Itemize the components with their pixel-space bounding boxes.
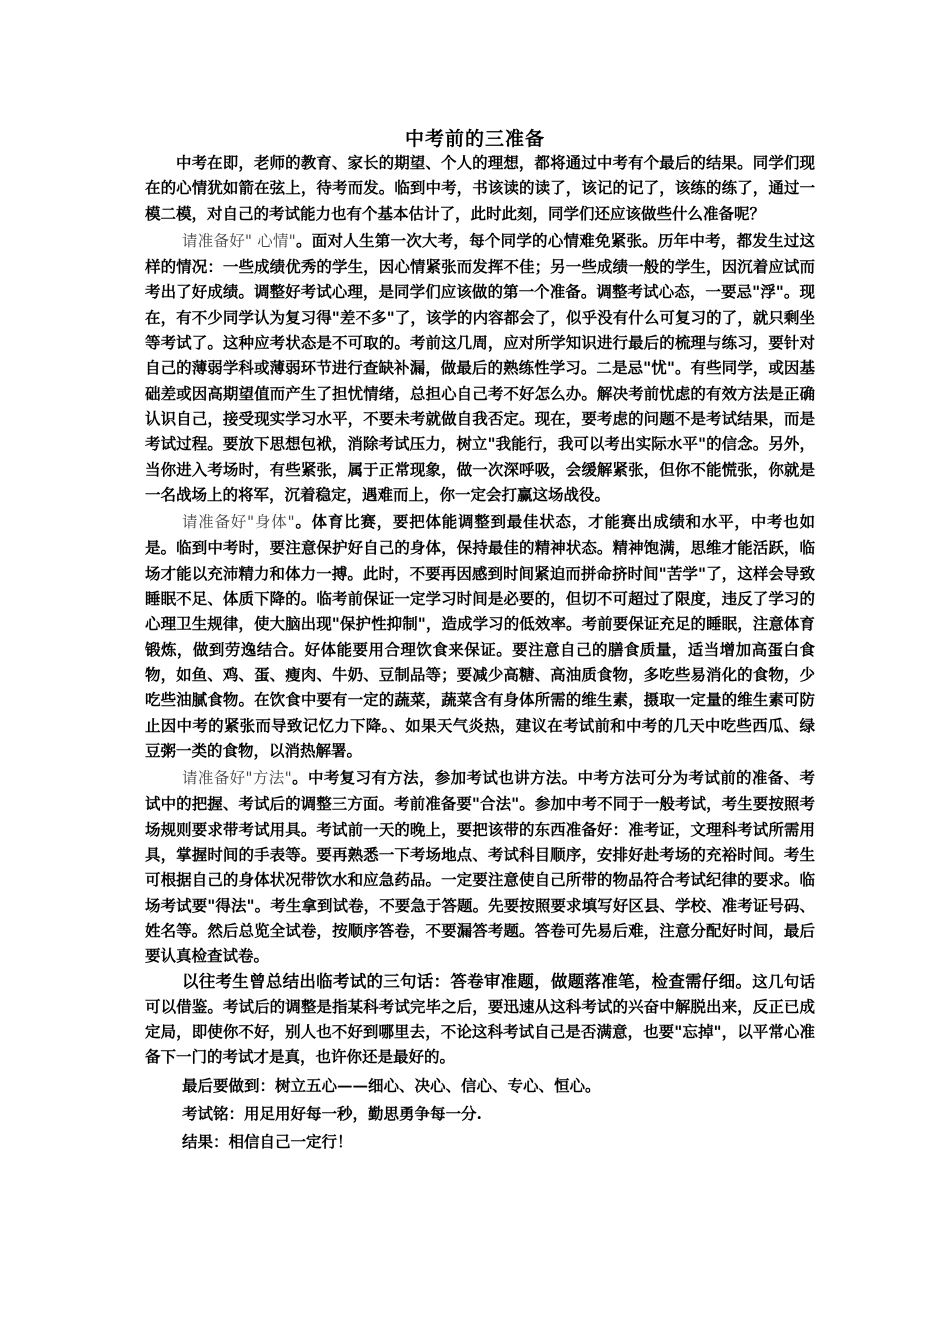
three-sentences-lead: 以往考生曾总结出临考试的三句话：答卷审准题，做题落准笔，检查需仔细。 [182,971,753,991]
section-method-lead: 请准备好"方法" [182,769,292,788]
three-sentences-paragraph [145,969,815,1070]
section-method-body: 。中考复习有方法，参加考试也讲方法。中考方法可分为考试前的准备、考试中的把握、考试后的调整三方面。考前准备要"合法"。参加中考不同于一般考试，考生要按照考场规则要求带考试用具。考试前一天的晚上，要把该带的东西准备好：准考证，文理科考试所需用具，掌握时间的手表等。要再熟悉一下考场地点、考试科目顺序，安排好赴考场的充裕时间。考生可根据自己的身体状况带饮水和应急药品。一定要注意使自己所带的物品符合考试纪律的要求。临场考试要"得法"。考生拿到试卷，不要急于答题。先要按照要求填写好区县、学校、准考证号码、姓名等。然后总览全试卷，按顺序答卷，不要漏答考题。答卷可先易后难，注意分配好时间，最后要认真检查试卷。 [145,768,815,966]
section-method-paragraph [145,765,815,968]
document-body [145,150,815,1154]
section-mood-body: 。面对人生第一次大考，每个同学的心情难免紧张。历年中考，都发生过这样的情况：一些成绩优秀的学生，因心情紧张而发挥不佳；另一些成绩一般的学生，因沉着应试而考出了好成绩。调整好考试心理，是同学们应该做的第一个准备。调整考试心态，一要忌"浮"。现在，有不少同学认为复习得"差不多"了，该学的内容都会了，似乎没有什么可复习的了，就只剩坐等考试了。这种应考状态是不可取的。考前这几周，应对所学知识进行最后的梳理与练习，要针对自己的薄弱学科或薄弱环节进行查缺补漏，做最后的熟练性学习。二是忌"忧"。有些同学，或因基础差或因高期望值而产生了担忧情绪，总担心自己考不好怎么办。解决考前忧虑的有效方法是正确认识自己，接受现实学习水平，不要未考就做自我否定。现在，要考虑的问题不是考试结果，而是考试过程。要放下思想包袱，消除考试压力，树立"我能行，我可以考出实际水平"的信念。另外，当你进入考场时，有些紧张，属于正常现象，做一次深呼吸，会缓解紧张，但你不能慌张，你就是一名战场上的将军，沉着稳定，遇难而上，你一定会打赢这场战役。 [145,230,816,504]
section-body-body: 。体育比赛，要把体能调整到最佳状态，才能赛出成绩和水平，中考也如是。临到中考时，要注意保护好自己的身体，保持最佳的精神状态。精神饱满，思维才能活跃，临场才能以充沛精力和体力一搏。此时，不要再因感到时间紧迫而拼命挤时间"苦学"了，这样会导致睡眠不足、体质下降的。临考前保证一定学习时间是必要的，但切不可超过了限度，违反了学习的心理卫生规律，使大脑出现"保护性抑制"，造成学习的低效率。考前要保证充足的睡眠，注意体育锻炼，做到劳逸结合。好体能要用合理饮食来保证。要注意自己的膳食质量，适当增加高蛋白食物，如鱼、鸡、蛋、瘦肉、牛奶、豆制品等；要减少高糖、高油质食物，多吃些易消化的食物，少吃些油腻食物。在饮食中要有一定的蔬菜，蔬菜含有身体所需的维生素，摄取一定量的维生素可防止因中考的紧张而导致记忆力下降。、如果天气炎热，建议在考试前和中考的几天中吃些西瓜、绿豆粥一类的食物，以消热解署。 [145,512,815,760]
section-body-lead: 请准备好"身体" [182,513,295,532]
section-body-paragraph [145,509,815,763]
final-line-five-hearts: 最后要做到：树立五心——细心、决心、信心、专心、恒心。 [182,1075,601,1095]
three-sentences-body: 这几句话可以借鉴。考试后的调整是指某科考试完毕之后，要迅速从这科考试的兴奋中解脱出来，反正已成定局，即使你不好，别人也不好到哪里去，不论这科考试自己是否满意，也要"忘掉"，以平常心准备下一门的考试才是真，也许你还是最好的。 [145,971,815,1067]
section-mood-lead: 请准备好" 心情" [182,231,296,250]
intro-paragraph: 中考在即，老师的教育、家长的期望、个人的理想，都将通过中考有个最后的结果。同学们现在的心情犹如箭在弦上，待考而发。临到中考，书该读的读了，该记的记了，该练的练了，通过一模二模，对自己的考试能力也有个基本估计了，此时此刻，同学们还应该做些什么准备呢？ [145,153,815,223]
section-mood-paragraph [145,228,815,507]
final-line-result: 结果：相信自己一定行！ [182,1131,353,1151]
final-line-exam-motto: 考试铭：用足用好每一秒，勤思勇争每一分. [182,1103,482,1123]
document-title: 中考前的三准备 [404,128,545,150]
